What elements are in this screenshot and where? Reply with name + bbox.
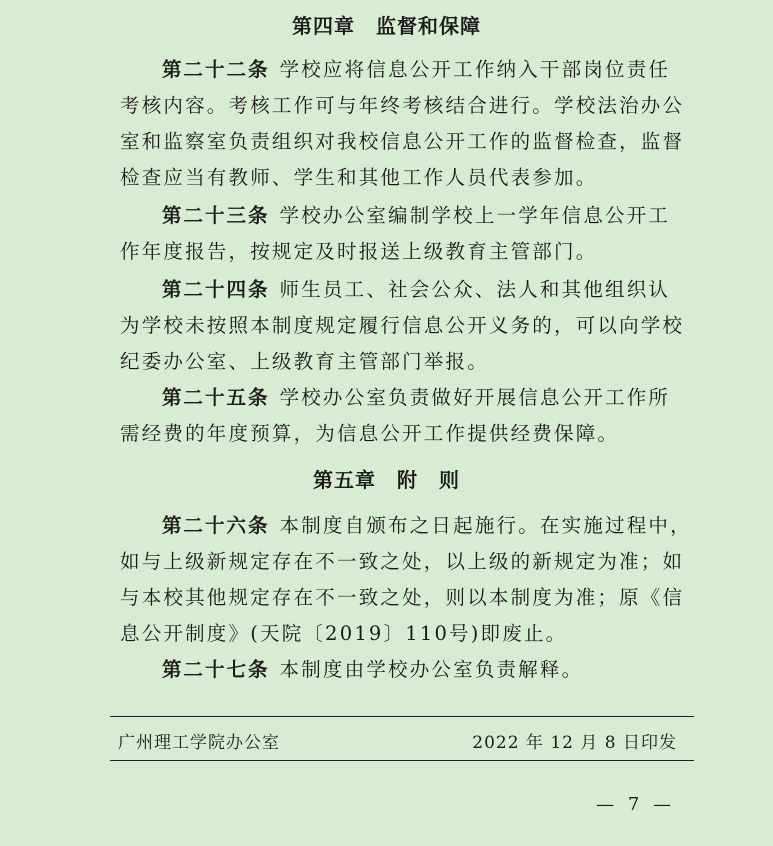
article-22-line-4: 检查应当有教师、学生和其他工作人员代表参加。 xyxy=(120,166,598,189)
article-24-line-2: 为学校未按照本制度规定履行信息公开义务的，可以向学校 xyxy=(120,314,685,337)
issuer-name: 广州理工学院办公室 xyxy=(118,733,280,753)
issue-date: 2022 年 12 月 8 日印发 xyxy=(472,733,677,753)
article-22-line-3: 室和监察室负责组织对我校信息公开工作的监督检查，监督 xyxy=(120,130,685,153)
article-22-line-2: 考核内容。考核工作可与年终考核结合进行。学校法治办公 xyxy=(120,94,685,117)
article-25-line-2: 需经费的年度预算，为信息公开工作提供经费保障。 xyxy=(120,422,620,445)
article-26-label: 第二十六条 xyxy=(162,514,270,537)
footer-bottom-rule xyxy=(110,760,694,761)
article-26-line-3: 与本校其他规定存在不一致之处，则以本制度为准；原《信 xyxy=(120,586,685,609)
article-23-line-2: 作年度报告，按规定及时报送上级教育主管部门。 xyxy=(120,240,598,263)
page-number: — 7 — xyxy=(596,794,675,815)
article-26-line-4: 息公开制度》(天院〔2019〕110号)即废止。 xyxy=(120,622,568,645)
article-25-label: 第二十五条 xyxy=(162,386,270,409)
article-24-label: 第二十四条 xyxy=(162,278,270,301)
chapter-5-title: 第五章 附 则 xyxy=(313,468,460,492)
article-26-line-1: 第二十六条 本制度自颁布之日起施行。在实施过程中， xyxy=(162,514,692,537)
article-24-line-3: 纪委办公室、上级教育主管部门举报。 xyxy=(120,350,489,373)
article-23-label: 第二十三条 xyxy=(162,204,270,227)
article-25-line-1: 第二十五条 学校办公室负责做好开展信息公开工作所 xyxy=(162,386,671,409)
footer-top-rule xyxy=(110,716,694,717)
chapter-4-title: 第四章 监督和保障 xyxy=(292,14,481,38)
article-23-line-1: 第二十三条 学校办公室编制学校上一学年信息公开工 xyxy=(162,204,671,227)
article-22-label: 第二十二条 xyxy=(162,58,270,81)
article-24-line-1: 第二十四条 师生员工、社会公众、法人和其他组织认 xyxy=(162,278,671,301)
article-27-label: 第二十七条 xyxy=(162,658,270,681)
article-22-line-1: 第二十二条 学校应将信息公开工作纳入干部岗位责任 xyxy=(162,58,671,81)
article-26-line-2: 如与上级新规定存在不一致之处，以上级的新规定为准；如 xyxy=(120,550,685,573)
article-27-line-1: 第二十七条 本制度由学校办公室负责解释。 xyxy=(162,658,584,681)
